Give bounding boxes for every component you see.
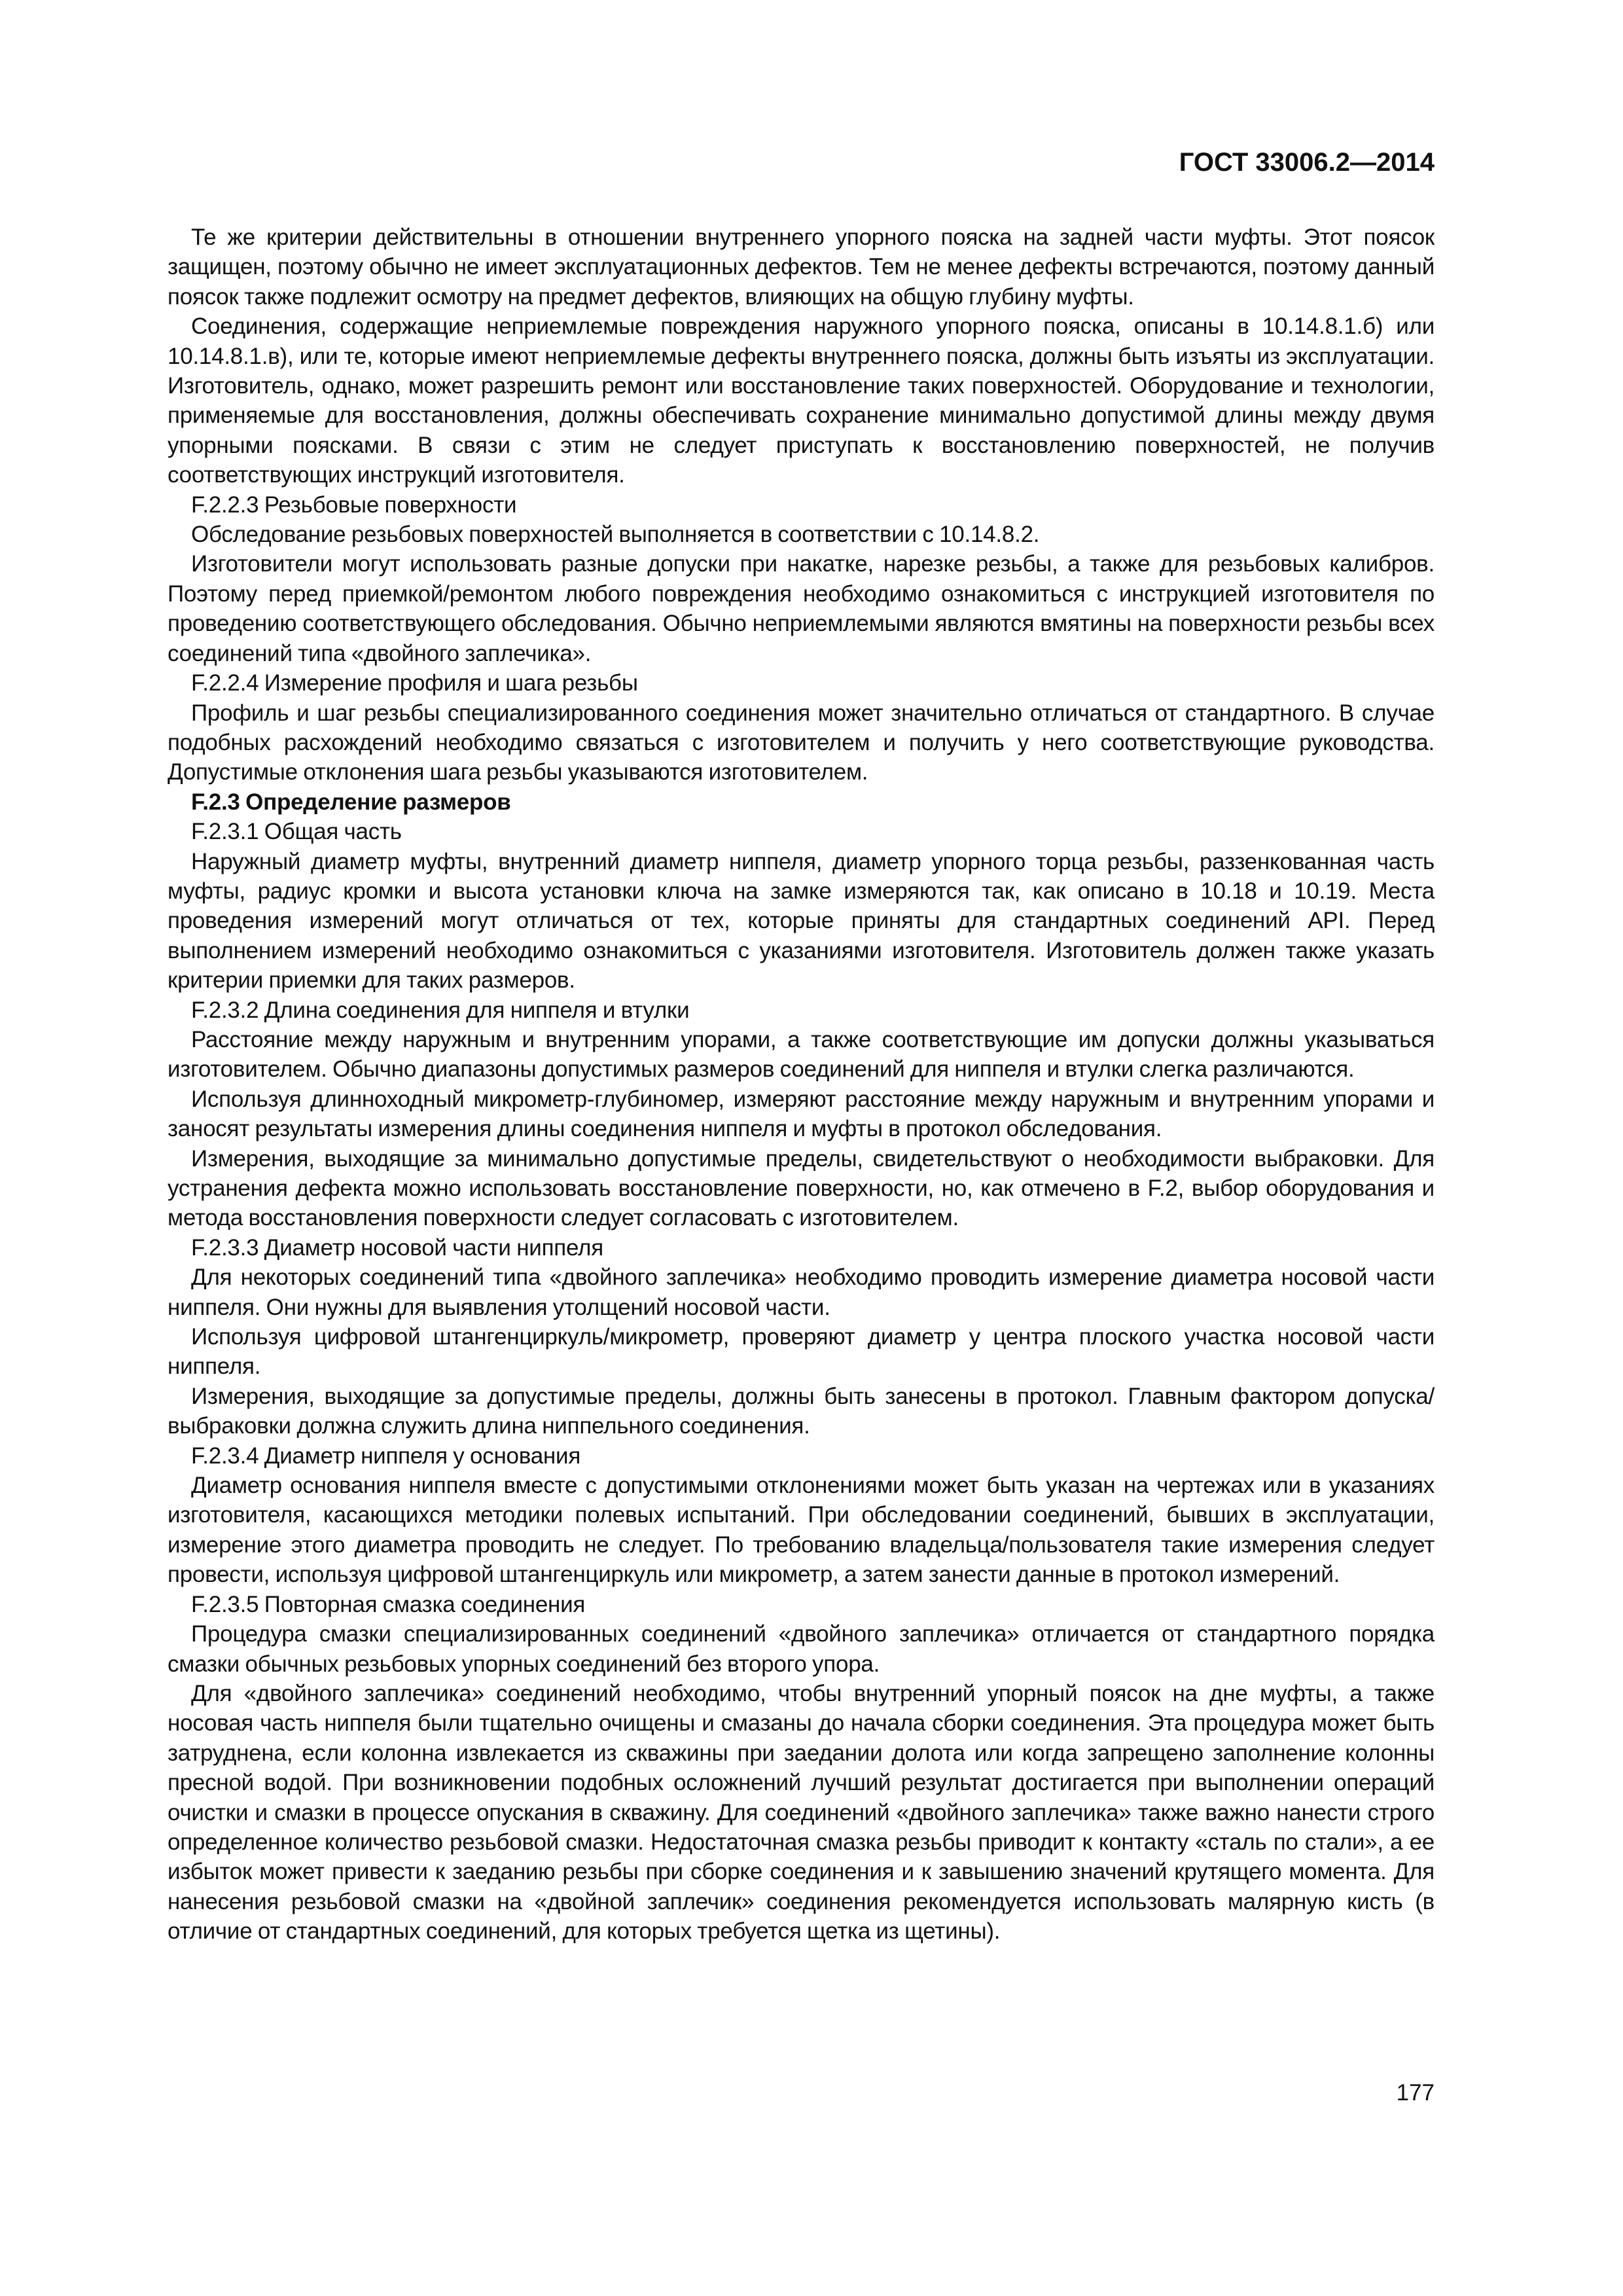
paragraph: F.2.3.1 Общая часть [191, 819, 402, 845]
paragraph: Те же критерии действительны в отношении внутреннего упорного пояска на задней части муфты. Этот поясок защищен, поэтому обычно не имеет эксплуатационных дефектов. Тем не менее дефекты встречаются, поэтому данный поясок также подлежит осмотру на предмет дефектов, влияющих на общую глубину муфты. [168, 224, 1435, 310]
paragraph: F.2.3.2 Длина соединения для ниппеля и втулки [191, 997, 690, 1023]
paragraph: Измерения, выходящие за минимально допустимые пределы, свидетельствуют о необходимости выбраковки. Для устранения дефекта можно использовать восстановление поверхности, но, как отмечено в F.2, выбор оборудования и метода восстановления поверхности следует согласовать с изготовителем. [168, 1145, 1435, 1231]
paragraph: Процедура смазки специализированных соединений «двойного заплечика» отличается от стандартного порядка смазки обычных резьбовых упорных соединений без второго упора. [168, 1621, 1435, 1677]
paragraph: F.2.3.3 Диаметр носовой части ниппеля [191, 1234, 603, 1261]
paragraph: F.2.2.4 Измерение профиля и шага резьбы [191, 670, 638, 696]
paragraph: Обследование резьбовых поверхностей выполняется в соответствии с 10.14.8.2. [191, 522, 1040, 548]
paragraph: Расстояние между наружным и внутренним упорами, а также соответствующие им допуски должны указываться изготовителем. Обычно диапазоны допустимых размеров соединений для ниппеля и втулки слегка различаются. [168, 1026, 1435, 1083]
document-body [168, 223, 1435, 1946]
paragraph: Измерения, выходящие за допустимые пределы, должны быть занесены в протокол. Главным фактором допуска/выбраковки должна служить длина ниппельного соединения. [168, 1383, 1435, 1439]
paragraph: Диаметр основания ниппеля вместе с допустимыми отклонениями может быть указан на чертежах или в указаниях изготовителя, касающихся методики полевых испытаний. При обследовании соединений, бывших в эксплуатации, измерение этого диаметра проводить не следует. По требованию владельца/пользователя такие измерения следует провести, используя цифровой штангенциркуль или микрометр, а затем занести данные в протокол измерений. [168, 1473, 1435, 1588]
page-number: 177 [1396, 2080, 1435, 2106]
section-heading: F.2.3 Определение размеров [191, 789, 511, 815]
paragraph: F.2.3.5 Повторная смазка соединения [191, 1591, 586, 1617]
paragraph: F.2.3.4 Диаметр ниппеля у основания [191, 1443, 581, 1469]
paragraph: F.2.2.3 Резьбовые поверхности [191, 492, 517, 518]
paragraph: Используя цифровой штангенциркуль/микрометр, проверяют диаметр у центра плоского участка носовой части ниппеля. [168, 1324, 1435, 1380]
paragraph: Соединения, содержащие неприемлемые повреждения наружного упорного пояска, описаны в 10.14.8.1.б) или 10.14.8.1.в), или те, которые имеют неприемлемые дефекты внутреннего пояска, должны быть изъяты из эксплуатации. Изготовитель, однако, может разрешить ремонт или восстановление таких поверхностей. Оборудование и технологии, применяемые для восстановления, должны обеспечивать сохранение минимально допустимой длины между двумя упорными поясками. В связи с этим не следует приступать к восстановлению поверхностей, не получив соответствующих инструкций изготовителя. [168, 314, 1435, 488]
paragraph: Изготовители могут использовать разные допуски при накатке, нарезке резьбы, а также для резьбовых калибров. Поэтому перед приемкой/ремонтом любого повреждения необходимо ознакомиться с инструкцией изготовителя по проведению соответствующего обследования. Обычно неприемлемыми являются вмятины на поверхности резьбы всех соединений типа «двойного заплечика». [168, 551, 1435, 666]
paragraph: Для некоторых соединений типа «двойного заплечика» необходимо проводить измерение диаметра носовой части ниппеля. Они нужны для выявления утолщений носовой части. [168, 1265, 1435, 1320]
paragraph: Наружный диаметр муфты, внутренний диаметр ниппеля, диаметр упорного торца резьбы, раззенкованная часть муфты, радиус кромки и высота установки ключа на замке измеряются так, как описано в 10.18 и 10.19. Места проведения измерений могут отличаться от тех, которые приняты для стандартных соединений API. Перед выполнением измерений необходимо ознакомиться с указаниями изготовителя. Изготовитель должен также указать критерии приемки для таких размеров. [168, 848, 1435, 994]
standard-designation: ГОСТ 33006.2—2014 [1179, 148, 1435, 177]
paragraph: Профиль и шаг резьбы специализированного соединения может значительно отличаться от стандартного. В случае подобных расхождений необходимо связаться с изготовителем и получить у него соответствующие руководства. Допустимые отклонения шага резьбы указываются изготовителем. [168, 700, 1435, 785]
paragraph: Для «двойного заплечика» соединений необходимо, чтобы внутренний упорный поясок на дне муфты, а также носовая часть ниппеля были тщательно очищены и смазаны до начала сборки соединения. Эта процедура может быть затруднена, если колонна извлекается из скважины при заедании долота или когда запрещено заполнение колонны пресной водой. При возникновении подобных осложнений лучший результат достигается при выполнении операций очистки и смазки в процессе опускания в скважину. Для соединений «двойного заплечика» также важно нанести строго определенное количество резьбовой смазки. Недостаточная смазка резьбы приводит к контакту «сталь по стали», а ее избыток может привести к заеданию резьбы при сборке соединения и к завышению значений крутящего момента. Для нанесения резьбовой смазки на «двойной заплечик» соединения рекомендуется использовать малярную кисть (в отличие от стандартных соединений, для которых требуется щетка из щетины). [168, 1680, 1435, 1945]
paragraph: Используя длинноходный микрометр-глубиномер, измеряют расстояние между наружным и внутренним упорами и заносят результаты измерения длины соединения ниппеля и муфты в протокол обследования. [168, 1086, 1435, 1142]
